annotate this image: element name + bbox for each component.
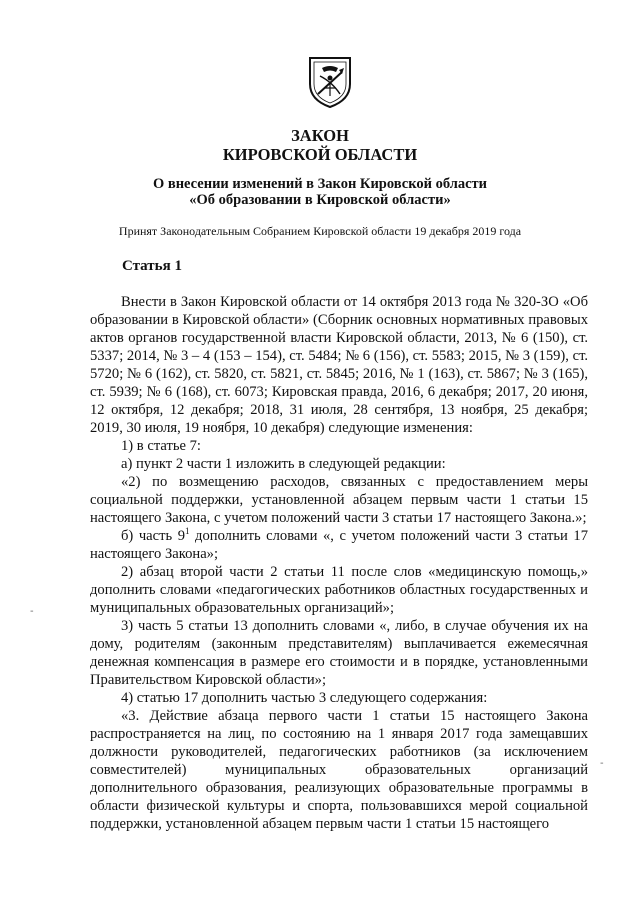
paragraph-item-1: 1) в статье 7: <box>121 438 201 454</box>
law-title: ЗАКОН <box>291 126 349 145</box>
superscript: 1 <box>185 526 190 537</box>
law-subject-line-2: «Об образовании в Кировской области» <box>189 192 451 208</box>
article-heading: Статья 1 <box>122 258 182 274</box>
paragraph-item-1b-end: дополнить словами «, с учетом положений части 3 статьи 17 настоящего Закона»; <box>90 528 588 562</box>
paragraph-item-2: 2) абзац второй части 2 статьи 11 после слов «медицинскую помощь,» дополнить словами «педагогических работников областных государственных и муниципальных образовательных организаций»; <box>90 564 588 616</box>
scan-speck: - <box>600 758 604 769</box>
paragraph-item-1a: а) пункт 2 части 1 изложить в следующей редакции: <box>121 456 446 472</box>
adoption-statement: Принят Законодательным Собранием Кировской области 19 декабря 2019 года <box>118 224 522 238</box>
scan-speck: - <box>30 606 34 617</box>
coat-of-arms-emblem-icon <box>302 54 358 110</box>
article-body <box>90 293 588 833</box>
paragraph-item-1a-text: «2) по возмещению расходов, связанных с предоставлением меры социальной поддержки, установленной абзацем первым части 1 статьи 15 настоящего Закона, с учетом положений части 3 статьи 17 настоящего Закона.»; <box>90 474 588 526</box>
paragraph-item-1b <box>90 527 588 563</box>
law-region-title: КИРОВСКОЙ ОБЛАСТИ <box>222 145 418 164</box>
law-subject-line-1: О внесении изменений в Закон Кировской области <box>152 176 488 192</box>
paragraph-intro: Внести в Закон Кировской области от 14 октября 2013 года № 320-ЗО «Об образовании в Кировской области» (Сборник основных нормативных правовых актов органов государственной власти Кировской области, 2013, № 6 (150), ст. 5337; 2014, № 3 – 4 (153 – 154), ст. 5484; № 6 (156), ст. 5583; 2015, № 3 (159), ст. 5720; № 6 (162), ст. 5820, ст. 5821, ст. 5845; 2016, № 1 (163), ст. 5867; № 3 (165), ст. 5939; № 6 (168), ст. 6073; Кировская правда, 2016, 6 декабря; 2017, 20 июня, 12 октября, 12 декабря; 2018, 31 июля, 28 сентября, 13 ноября, 25 декабря; 2019, 30 июля, 19 ноября, 10 декабря) следующие изменения: <box>90 294 588 436</box>
paragraph-item-4: 4) статью 17 дополнить частью 3 следующего содержания: <box>121 690 488 706</box>
paragraph-item-3: 3) часть 5 статьи 13 дополнить словами «, либо, в случае обучения их на дому, родителям (законным представителям) выплачивается ежемесячная денежная компенсация в размере его стоимости и в порядке, установленными Правительством Кировской области»; <box>90 618 588 688</box>
paragraph-item-4-text: «3. Действие абзаца первого части 1 статьи 15 настоящего Закона распространяется на лиц, по состоянию на 1 января 2017 года замещавших должности руководителей, педагогических работников (за исключением совместителей) муниципальных образовательных организаций дополнительного образования, реализующих образовательные программы в области физической культуры и спорта, пользовавшихся мерой социальной поддержки, установленной абзацем первым части 1 статьи 15 настоящего <box>90 708 588 832</box>
paragraph-item-1b-start: б) часть 9 <box>121 528 185 544</box>
